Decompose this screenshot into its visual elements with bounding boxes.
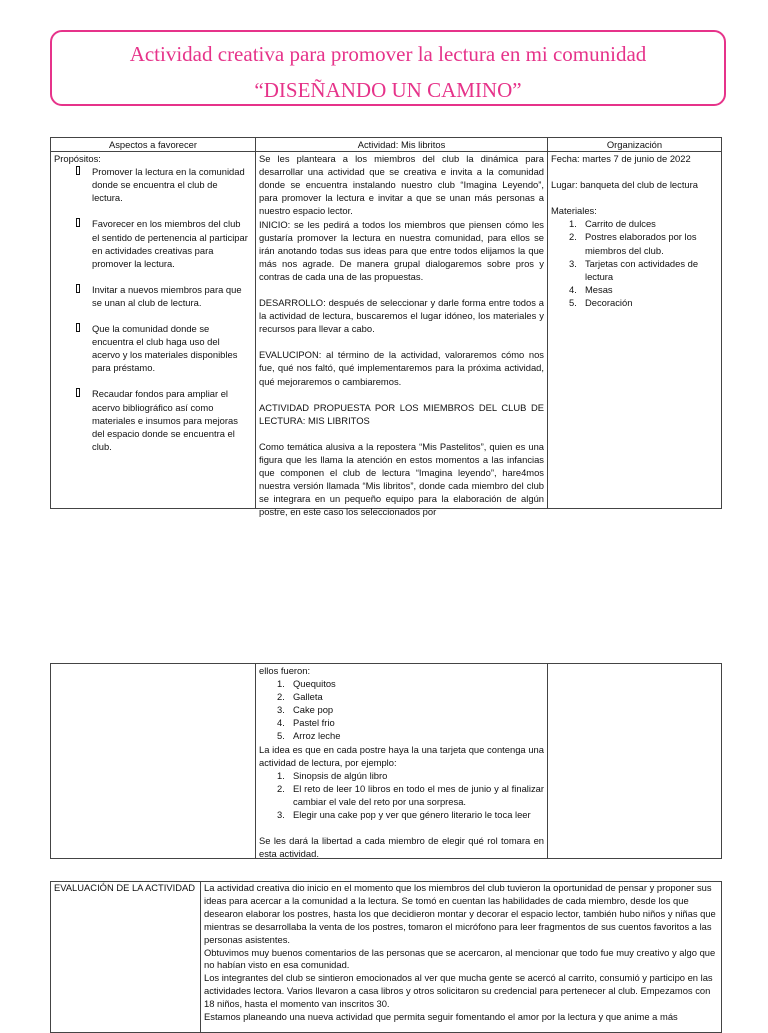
list-item: 2. Postres elaborados por los miembros del club. [569,231,697,256]
evaluation-paragraph: Obtuvimos muy buenos comentarios de las personas que se acercaron, al mencionar que todo fue muy creativo y algo que no habían visto en esa comunidad. [204,946,716,971]
activity-paragraph: EVALUCIPON: al término de la actividad, valoraremos cómo nos fue, qué nos faltó, qué implementaremos para la próxima actividad, qué mejoraremos o cambiaremos. [259,349,544,387]
document-subtitle: “DISEÑANDO UN CAMINO” [254,78,522,102]
list-item: 4. Pastel frio [277,717,335,729]
activity-cell [256,152,548,518]
list-item: 3. Cake pop [277,704,334,716]
org-fecha: Fecha: martes 7 de junio de 2022 [551,153,691,165]
bullet-box-icon [76,166,80,175]
table-row [51,152,722,509]
purposes-list [54,165,252,453]
table-row [51,664,722,859]
list-item: Que la comunidad donde se encuentra el club haga uso del acervo y los materiales disponibles para préstamo. [54,322,252,374]
evaluation-label: EVALUACIÓN DE LA ACTIVIDAD [51,882,201,1033]
header-actividad: Actividad: Mis libritos [256,138,548,152]
purposes-cell [51,152,256,509]
activity-table [50,137,722,518]
ejemplos-list [259,769,544,821]
bullet-box-icon [76,284,80,293]
title-box [50,30,726,106]
list-item: 3. Tarjetas con actividades de lectura [569,257,699,282]
activity-table-continued [50,663,722,859]
table-header-row [51,138,722,152]
evaluation-paragraph: Estamos planeando una nueva actividad que permita seguir fomentando el amor por la lectura y que anime a más [204,1011,678,1023]
cierre-paragraph: Se les dará la libertad a cada miembro de elegir qué rol tomara en esta actividad. [259,835,544,860]
activity-paragraph: ACTIVIDAD PROPUESTA POR LOS MIEMBROS DEL CLUB DE LECTURA: MIS LIBRITOS [259,401,544,426]
evaluation-text [201,882,722,1033]
bullet-box-icon [76,388,80,397]
evaluation-paragraph: La actividad creativa dio inicio en el momento que los miembros del club tuvieron la oportunidad de pensar y proponer sus ideas para acercar a la comunidad a la lectura. Se tomó en cuentan las habilidades de cada miembro, desde los que desearon elaborar los postres, hasta los que decidieron montar y decorar el espacio lector, también hubo niños y niñas que mientras se desarrollaba la venta de los postres, tomaron el micrófono para leer fragmentos de sus cuentos favoritos a las personas asistentes. [204,882,716,945]
org-lugar: Lugar: banqueta del club de lectura [551,179,698,191]
header-aspectos: Aspectos a favorecer [51,138,256,152]
list-item: Recaudar fondos para ampliar el acervo bibliográfico así como materiales e insumos para mejoras del espacio donde se encuentra el club. [54,387,252,452]
evaluation-paragraph: Los integrantes del club se sintieron emocionados al ver que mucha gente se acercó al carrito, consumió y participo en las actividades lectora. Varios llevaron a casa libros y otros solicitaron su credencial para pertenecer al club. Empezamos con 18 niños, hasta el momento van inscritos 30. [204,972,713,1010]
postres-intro: ellos fueron: [259,665,311,676]
evaluation-table [50,881,722,1033]
activity-paragraph: Se les planteara a los miembros del club la dinámica para desarrollar una actividad que se creativa e invita a la comunidad donde se encuentra instalando nuestro club “Imagina Leyendo”, para promover la lectura e invitar a que se unan más personas a nuestro espacio lector. [259,153,544,217]
list-item: 3. Elegir una cake pop y ver que género literario le toca leer [277,809,531,821]
document-title: Actividad creativa para promover la lectura en mi comunidad [129,42,647,66]
list-item: 2. El reto de leer 10 libros en todo el mes de junio y al finalizar cambiar el vale del reto por una sorpresa. [277,782,544,807]
header-organizacion: Organización [548,138,722,152]
postres-list [259,677,544,742]
list-item: 4. Mesas [569,283,613,295]
activity-cell-continued [256,664,548,859]
organization-cell [548,152,722,509]
list-item: Invitar a nuevos miembros para que se unan al club de lectura. [54,283,252,309]
org-materiales-title: Materiales: [551,205,597,217]
list-item: Promover la lectura en la comunidad donde se encuentra el club de lectura. [54,165,252,204]
list-item: 1. Quequitos [277,678,336,690]
list-item: 2. Galleta [277,691,323,703]
purposes-title: Propósitos: [54,153,101,165]
empty-cell [548,664,722,859]
empty-cell [51,664,256,859]
list-item: 5. Decoración [569,296,633,308]
list-item: 5. Arroz leche [277,730,341,742]
list-item: Favorecer en los miembros del club el sentido de pertenencia al participar en actividades creativas para promover la lectura. [54,217,252,269]
bullet-box-icon [76,218,80,227]
idea-paragraph: La idea es que en cada postre haya la una tarjeta que contenga una actividad de lectura, por ejemplo: [259,743,544,768]
list-item: 1. Carrito de dulces [569,218,656,230]
activity-paragraph: INICIO: se les pedirá a todos los miembros que piensen cómo les gustaría promover la lectura en nuestra comunidad, para ellos se irán anotando todas sus ideas para que entre todos elijamos la que más nos agrade. De manera grupal dialogaremos sobre pros y contras de cada una de las propuestas. [259,218,544,282]
activity-paragraph: Como temática alusiva a la repostera “Mis Pastelitos”, quien es una figura que les llama la atención en estos momentos a las infancias que componen el club de lectura “Imagina leyendo”, hare4mos nuestra versión llamada “Mis libritos”, donde cada miembro del club se integrara en un pequeño equipo para la elaboración de algún postre, en este caso los seleccionados por [259,440,544,518]
bullet-box-icon [76,323,80,332]
list-item: 1. Sinopsis de algún libro [277,769,388,781]
activity-paragraph: DESARROLLO: después de seleccionar y darle forma entre todos a la actividad de lectura, buscaremos el lugar idóneo, los materiales y recursos para llevar a cabo. [259,297,544,335]
table-row [51,882,722,1033]
materiales-list [551,217,718,309]
